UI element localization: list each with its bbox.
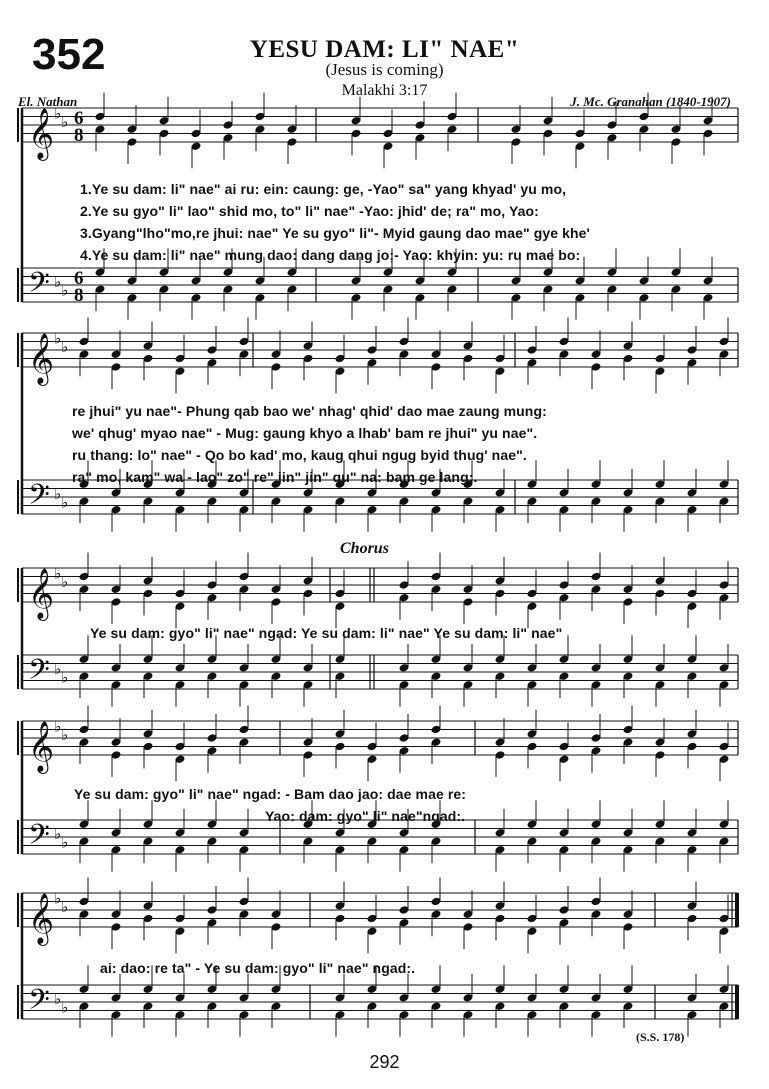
lyric-line: Ye su dam: gyo" li" nae" ngad: - Bam dao jao: dae mae re: <box>74 786 467 802</box>
hymn-title: YESU DAM: LI" NAE" <box>249 36 520 63</box>
bass-clef-icon: 𝄢 <box>28 266 50 307</box>
flat-icon: ♭ <box>54 717 62 736</box>
treble-clef-icon: 𝄞 <box>28 108 55 159</box>
flat-icon: ♭ <box>54 824 62 843</box>
time-signature: 8 <box>74 285 84 306</box>
time-signature: 6 <box>74 268 84 289</box>
flat-icon: ♭ <box>54 989 62 1008</box>
lyric-line: Yao: dam: gyo" li" nae"ngad:. <box>265 808 466 824</box>
treble-clef-icon: 𝄞 <box>28 893 55 944</box>
bass-clef-icon: 𝄢 <box>28 478 50 519</box>
lyric-line: 2.Ye su gyo" li" lao" shid mo, to" li" nae" -Yao: jhid' de; ra" mo, Yao: <box>80 203 539 219</box>
flat-icon: ♭ <box>54 889 62 908</box>
page-number: 292 <box>369 1052 400 1072</box>
lyric-line: Ye su dam: gyo" li" nae" ngad: Ye su dam: li" nae" Ye su dam: li" nae" <box>90 625 563 641</box>
bass-clef-icon: 𝄢 <box>28 653 50 694</box>
flat-icon: ♭ <box>54 329 62 348</box>
flat-icon: ♭ <box>61 897 69 916</box>
flat-icon: ♭ <box>54 659 62 678</box>
flat-icon: ♭ <box>61 572 69 591</box>
source-reference: (S.S. 178) <box>636 1030 685 1044</box>
flat-icon: ♭ <box>61 725 69 744</box>
hymn-number: 352 <box>32 30 106 79</box>
treble-clef-icon: 𝄞 <box>28 568 55 619</box>
lyric-line: 4.Ye su dam: li" nae" mung dao: dang dang jo;- Yao: khyin: yu: ru mae bo: <box>80 247 581 263</box>
lyric-line: we' qhug' myao nae" - Mug: gaung khyo a lhab' bam re jhui" yu nae". <box>72 425 538 441</box>
bass-clef-icon: 𝄢 <box>28 818 50 859</box>
lyric-line: ra" mo, kam" wa - lao" zo" re" jin" jin" qu" na: bam ge lang:. <box>72 469 478 485</box>
flat-icon: ♭ <box>61 337 69 356</box>
lyric-line: re jhui" yu nae"- Phung qab bao we' nhag' qhid' dao mae zaung mung: <box>72 403 547 419</box>
lyric-line: 3.Gyang"lho"mo,re jhui: nae" Ye su gyo" li"- Myid gaung dao mae" gye khe' <box>80 225 590 241</box>
flat-icon: ♭ <box>61 281 69 300</box>
flat-icon: ♭ <box>61 493 69 512</box>
lyricist: El. Nathan <box>18 94 78 109</box>
time-signature: 6 <box>74 108 84 129</box>
flat-icon: ♭ <box>61 998 69 1017</box>
treble-clef-icon: 𝄞 <box>28 721 55 772</box>
lyric-line: 1.Ye su dam: li" nae" ai ru: ein: caung: ge, -Yao" sa" yang khyad' yu mo, <box>80 181 567 197</box>
flat-icon: ♭ <box>61 112 69 131</box>
scripture-reference: Malakhi 3:17 <box>341 82 428 99</box>
flat-icon: ♭ <box>54 272 62 291</box>
composer: J. Mc. Granahan (1840-1907) <box>570 94 731 109</box>
flat-icon: ♭ <box>61 668 69 687</box>
hymn-subtitle: (Jesus is coming) <box>325 60 444 79</box>
flat-icon: ♭ <box>54 104 62 123</box>
flat-icon: ♭ <box>54 484 62 503</box>
flat-icon: ♭ <box>54 564 62 583</box>
chorus-label: Chorus <box>340 540 389 557</box>
time-signature: 8 <box>74 125 84 146</box>
flat-icon: ♭ <box>61 833 69 852</box>
bass-clef-icon: 𝄢 <box>28 983 50 1024</box>
lyric-line: ru thang: lo" nae" - Qo bo kad' mo, kaug qhui ngug byid thug' nae". <box>72 447 527 463</box>
treble-clef-icon: 𝄞 <box>28 333 55 384</box>
lyric-line: ai: dao: re ta" - Ye su dam: gyo" li" nae" ngad:. <box>100 960 416 976</box>
